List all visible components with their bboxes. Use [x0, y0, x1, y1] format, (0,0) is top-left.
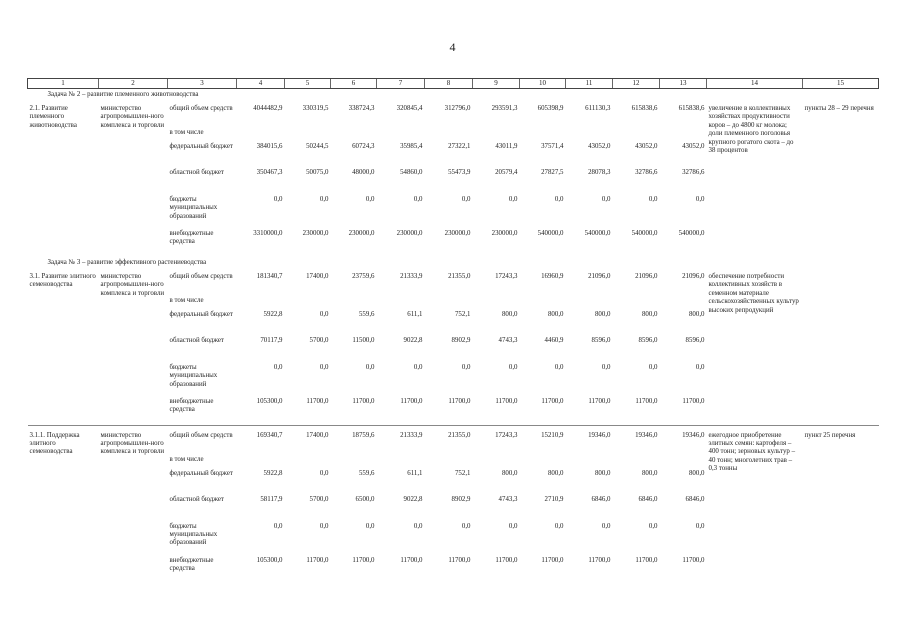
- table-cell: 17400,0: [306, 273, 329, 280]
- table-cell: 320845,4: [396, 105, 423, 112]
- table-cell: 169340,7: [256, 431, 283, 439]
- table-cell: 17400,0: [306, 431, 329, 439]
- table-cell: [377, 456, 425, 470]
- funding-source: федеральный бюджет: [169, 469, 233, 477]
- table-cell: 559,6: [358, 469, 375, 477]
- table-cell: 6500,0: [355, 495, 375, 503]
- table-cell: 8596,0: [685, 337, 705, 344]
- funding-source: областной бюджет: [169, 495, 224, 503]
- row-name: 3.1. Развитие элитного семеноводства: [29, 273, 96, 289]
- table-cell: 50075,0: [306, 169, 329, 176]
- table-cell: 800,0: [501, 469, 518, 477]
- table-cell: 11700,0: [352, 398, 375, 405]
- program-table: [27, 78, 879, 584]
- table-cell: 559,6: [358, 311, 375, 318]
- table-cell: 17243,3: [495, 431, 518, 439]
- table-cell: 0,0: [695, 196, 705, 203]
- table-cell: [377, 297, 425, 311]
- table-cell: [520, 297, 566, 311]
- table-cell: 0,0: [554, 364, 564, 371]
- table-cell: 605398,9: [537, 105, 564, 112]
- table-cell: 0,0: [365, 196, 375, 203]
- table-cell: 230000,0: [348, 230, 375, 237]
- table-cell: 11700,0: [635, 398, 658, 405]
- table-cell: 43052,0: [588, 143, 611, 150]
- table-cell: 11700,0: [588, 556, 611, 564]
- table-cell: [285, 297, 331, 311]
- table-cell: 800,0: [594, 469, 611, 477]
- table-cell: 800,0: [688, 311, 705, 318]
- table-cell: 350467,3: [256, 169, 283, 176]
- table-cell: 0,0: [601, 364, 611, 371]
- table-cell: 105300,0: [256, 556, 283, 564]
- table-cell: [566, 456, 613, 470]
- table-cell: 43052,0: [635, 143, 658, 150]
- table-cell: 21096,0: [635, 273, 658, 280]
- table-cell: [331, 129, 377, 143]
- table-cell: 752,1: [454, 311, 471, 318]
- table-cell: 43052,0: [682, 143, 705, 150]
- table-cell: 0,0: [695, 522, 705, 530]
- table-cell: 21333,9: [400, 273, 423, 280]
- task-title: Задача № 2 – развитие племенного животноводства: [47, 91, 199, 98]
- table-cell: 540000,0: [584, 230, 611, 237]
- table-cell: [520, 129, 566, 143]
- table-cell: 0,0: [648, 522, 658, 530]
- table-cell: 8902,9: [451, 495, 471, 503]
- table-cell: 5700,0: [309, 495, 329, 503]
- table-cell: 0,0: [695, 364, 705, 371]
- table-cell: 540000,0: [678, 230, 705, 237]
- table-cell: 2710,9: [544, 495, 564, 503]
- funding-source: внебюджетные средства: [169, 230, 214, 246]
- table-cell: 60724,3: [352, 143, 375, 150]
- funding-source: общий объем средств: [169, 431, 233, 439]
- table-cell: 384015,6: [256, 143, 283, 150]
- table-cell: 11700,0: [588, 398, 611, 405]
- column-number: 6: [331, 79, 377, 89]
- table-cell: 0,0: [319, 522, 329, 530]
- table-cell: [331, 297, 377, 311]
- table-cell: 0,0: [508, 522, 518, 530]
- table-cell: 5922,8: [263, 311, 283, 318]
- table-cell: 0,0: [319, 469, 329, 477]
- table-cell: [331, 456, 377, 470]
- table-cell: 0,0: [648, 196, 658, 203]
- table-cell: 48000,0: [352, 169, 375, 176]
- funding-source: в том числе: [169, 129, 204, 136]
- table-cell: 9022,8: [403, 495, 423, 503]
- table-cell: 105300,0: [256, 398, 283, 405]
- table-cell: [237, 129, 285, 143]
- executor: министерство агропромышлен-ного комплекса и торговли: [100, 273, 165, 297]
- executor: министерство агропромышлен-ного комплекса и торговли: [100, 105, 165, 129]
- table-cell: 0,0: [413, 196, 423, 203]
- table-cell: 50244,5: [306, 143, 329, 150]
- table-cell: 540000,0: [537, 230, 564, 237]
- column-number: 5: [285, 79, 331, 89]
- table-cell: 230000,0: [302, 230, 329, 237]
- column-number: 14: [707, 79, 803, 89]
- table-cell: 9022,8: [403, 337, 423, 344]
- funding-source: внебюджетные средства: [169, 398, 214, 414]
- table-cell: [237, 456, 285, 470]
- table-body: [28, 79, 879, 584]
- table-cell: 611,1: [407, 469, 423, 477]
- table-cell: 0,0: [413, 364, 423, 371]
- table-cell: 615838,6: [678, 105, 705, 112]
- table-cell: 338724,3: [348, 105, 375, 112]
- table-cell: 540000,0: [631, 230, 658, 237]
- column-number: 3: [168, 79, 237, 89]
- table-cell: 800,0: [547, 311, 564, 318]
- table-cell: 6846,0: [685, 495, 705, 503]
- column-number: 4: [237, 79, 285, 89]
- table-row: [28, 270, 879, 297]
- column-number: 1: [28, 79, 99, 89]
- table-cell: 181340,7: [256, 273, 283, 280]
- table-cell: 15210,9: [541, 431, 564, 439]
- table-cell: 21355,0: [448, 431, 471, 439]
- table-cell: 230000,0: [396, 230, 423, 237]
- funding-source: федеральный бюджет: [169, 143, 233, 150]
- table-cell: 11700,0: [495, 556, 518, 564]
- table-cell: [237, 297, 285, 311]
- table-row: [28, 102, 879, 129]
- table-cell: 11700,0: [541, 556, 564, 564]
- table-cell: 0,0: [365, 522, 375, 530]
- table-cell: 23759,6: [352, 273, 375, 280]
- table-cell: 6846,0: [638, 495, 658, 503]
- table-cell: 0,0: [365, 364, 375, 371]
- table-cell: 0,0: [273, 522, 283, 530]
- table-cell: 11700,0: [400, 398, 423, 405]
- table-cell: 11700,0: [352, 556, 375, 564]
- table-cell: 3310000,0: [253, 230, 283, 237]
- table-cell: 0,0: [554, 522, 564, 530]
- table-cell: 0,0: [508, 196, 518, 203]
- table-cell: [473, 297, 520, 311]
- table-cell: 54860,0: [400, 169, 423, 176]
- table-cell: [613, 129, 660, 143]
- table-cell: [566, 129, 613, 143]
- table-cell: 70117,9: [260, 337, 283, 344]
- reference: пункты 28 – 29 перечня: [804, 105, 874, 112]
- table-cell: 0,0: [319, 364, 329, 371]
- table-cell: 18759,6: [352, 431, 375, 439]
- table-cell: 0,0: [554, 196, 564, 203]
- table-cell: [285, 456, 331, 470]
- table-cell: 800,0: [641, 469, 658, 477]
- expected-result: увеличение в коллективных хозяйствах продуктивности коров – до 4800 кг молока; доли племенного поголовья крупного рогатого скота – до 38 процентов: [708, 105, 794, 155]
- funding-source: в том числе: [169, 297, 204, 304]
- task-title: Задача № 3 – развитие эффективного растениеводства: [47, 259, 207, 266]
- table-cell: 21333,9: [400, 431, 423, 439]
- table-cell: 0,0: [273, 364, 283, 371]
- table-cell: 312796,0: [444, 105, 471, 112]
- table-cell: [520, 456, 566, 470]
- table-cell: [473, 456, 520, 470]
- funding-source: областной бюджет: [169, 337, 224, 344]
- table-cell: 11700,0: [541, 398, 564, 405]
- column-number: 15: [803, 79, 879, 89]
- table-cell: [613, 297, 660, 311]
- table-cell: 21096,0: [682, 273, 705, 280]
- column-number: 2: [99, 79, 168, 89]
- column-number: 12: [613, 79, 660, 89]
- table-cell: 11500,0: [352, 337, 375, 344]
- table-cell: 0,0: [508, 364, 518, 371]
- table-cell: 28078,3: [588, 169, 611, 176]
- table-cell: [660, 129, 707, 143]
- table-cell: 35985,4: [400, 143, 423, 150]
- table-cell: 55473,9: [448, 169, 471, 176]
- table-cell: 4743,3: [498, 495, 518, 503]
- table-cell: 8902,9: [451, 337, 471, 344]
- table-cell: 611130,3: [585, 105, 611, 112]
- row-name: 2.1. Развитие племенного животноводства: [29, 105, 77, 129]
- expected-result: ежегодное приобретение элитных семян: картофеля – 400 тонн; зерновых культур – 40 тонн; многолетних трав – 0,3 тонны: [708, 431, 796, 473]
- table-cell: [425, 297, 473, 311]
- table-cell: 17243,3: [495, 273, 518, 280]
- table-cell: 0,0: [273, 196, 283, 203]
- table-cell: 0,0: [461, 522, 471, 530]
- table-cell: 21096,0: [588, 273, 611, 280]
- table-cell: 27827,5: [541, 169, 564, 176]
- table-cell: 230000,0: [444, 230, 471, 237]
- table-cell: 16960,9: [541, 273, 564, 280]
- funding-source: внебюджетные средства: [169, 556, 214, 572]
- table-cell: 21355,0: [448, 273, 471, 280]
- table-cell: 4743,3: [498, 337, 518, 344]
- table-cell: 0,0: [461, 196, 471, 203]
- reference: [803, 270, 879, 425]
- funding-source: бюджеты муниципальных образований: [169, 196, 218, 220]
- table-cell: [660, 297, 707, 311]
- executor: министерство агропромышлен-ного комплекса и торговли: [100, 431, 165, 456]
- expected-result: обеспечение потребности коллективных хозяйств в семенном материале сельскохозяйственных культур высоких репродукций: [708, 273, 799, 314]
- table-cell: 611,1: [407, 311, 423, 318]
- table-cell: 37571,4: [541, 143, 564, 150]
- table-cell: 330319,5: [302, 105, 329, 112]
- table-cell: 800,0: [501, 311, 518, 318]
- table-cell: [285, 129, 331, 143]
- table-cell: 11700,0: [495, 398, 518, 405]
- table-cell: [425, 129, 473, 143]
- table-cell: 32786,6: [635, 169, 658, 176]
- table-cell: 0,0: [413, 522, 423, 530]
- table-cell: 11700,0: [306, 556, 329, 564]
- table-cell: 11700,0: [400, 556, 423, 564]
- table-cell: 0,0: [461, 364, 471, 371]
- table-cell: 27322,1: [448, 143, 471, 150]
- table-cell: 32786,6: [682, 169, 705, 176]
- funding-source: федеральный бюджет: [169, 311, 233, 318]
- table-cell: 800,0: [594, 311, 611, 318]
- column-number: 7: [377, 79, 425, 89]
- funding-source: общий объем средств: [169, 273, 233, 280]
- column-number: 9: [473, 79, 520, 89]
- table-cell: [566, 297, 613, 311]
- table-cell: 0,0: [601, 196, 611, 203]
- page-number: 4: [449, 40, 456, 54]
- table-cell: 11700,0: [448, 398, 471, 405]
- funding-source: общий объем средств: [169, 105, 233, 112]
- table-cell: 6846,0: [591, 495, 611, 503]
- funding-source: бюджеты муниципальных образований: [169, 522, 218, 547]
- task-title-row: [28, 89, 879, 103]
- table-cell: 43011,9: [495, 143, 518, 150]
- table-cell: 230000,0: [491, 230, 518, 237]
- table-cell: 11700,0: [635, 556, 658, 564]
- table-cell: 0,0: [319, 196, 329, 203]
- reference: пункт 25 перечня: [804, 431, 856, 439]
- table-cell: 752,1: [454, 469, 471, 477]
- table-row: [28, 429, 879, 456]
- table-cell: 293591,3: [491, 105, 518, 112]
- table-cell: 0,0: [648, 364, 658, 371]
- funding-source: бюджеты муниципальных образований: [169, 364, 218, 388]
- table-cell: 0,0: [319, 311, 329, 318]
- table-cell: 615838,6: [631, 105, 658, 112]
- table-cell: 11700,0: [682, 398, 705, 405]
- column-number: 13: [660, 79, 707, 89]
- column-number: 10: [520, 79, 566, 89]
- table-cell: 11700,0: [682, 556, 705, 564]
- table-cell: 5922,8: [263, 469, 283, 477]
- table-cell: [425, 456, 473, 470]
- table-cell: 20579,4: [495, 169, 518, 176]
- column-number: 11: [566, 79, 613, 89]
- table-cell: [473, 129, 520, 143]
- funding-source: областной бюджет: [169, 169, 224, 176]
- table-cell: 800,0: [688, 469, 705, 477]
- table-cell: 4044482,9: [253, 105, 283, 112]
- table-cell: 800,0: [547, 469, 564, 477]
- table-cell: 8596,0: [638, 337, 658, 344]
- table-cell: [377, 129, 425, 143]
- table-cell: [660, 456, 707, 470]
- table-cell: 800,0: [641, 311, 658, 318]
- table-cell: 0,0: [601, 522, 611, 530]
- table-cell: 19346,0: [588, 431, 611, 439]
- table-cell: 4460,9: [544, 337, 564, 344]
- table-cell: 58117,9: [260, 495, 283, 503]
- task-title-row: [28, 257, 879, 270]
- table-cell: 19346,0: [682, 431, 705, 439]
- table-cell: 11700,0: [448, 556, 471, 564]
- row-name: 3.1.1. Поддержка элитного семеноводства: [29, 431, 80, 456]
- table-cell: 8596,0: [591, 337, 611, 344]
- header-row: [28, 79, 879, 89]
- table-cell: 11700,0: [306, 398, 329, 405]
- table-cell: 19346,0: [635, 431, 658, 439]
- table-cell: [613, 456, 660, 470]
- column-number: 8: [425, 79, 473, 89]
- funding-source: в том числе: [169, 455, 204, 463]
- table-cell: 5700,0: [309, 337, 329, 344]
